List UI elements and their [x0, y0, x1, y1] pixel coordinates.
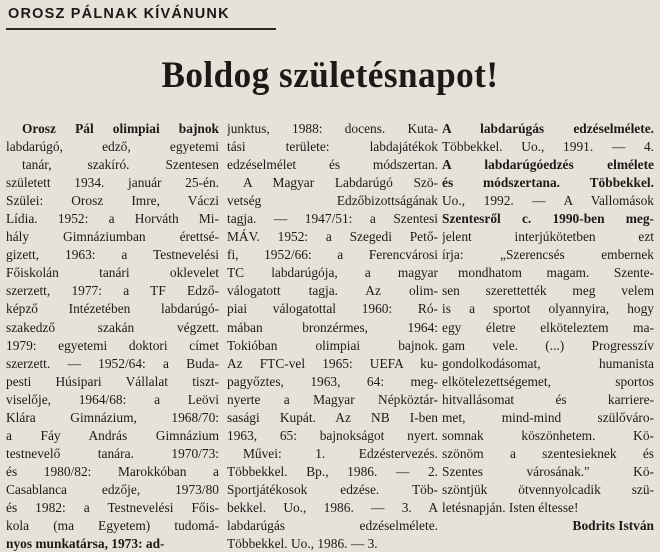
text-line: képző Intézetében labdarúgó- — [6, 301, 219, 317]
text-line: Klára Gimnázium, 1968/70: — [6, 409, 219, 425]
text-line: írja: „Szerencsés embernek — [442, 247, 654, 263]
text-line: Főiskolán tanári oklevelet — [6, 265, 219, 281]
text-line: Szentesről c. 1990-ben meg- — [442, 211, 654, 227]
text-line: Többekkel. Uo., 1986. — 3. — [227, 536, 378, 552]
text-line: hitvallásomat és karriere- — [442, 391, 654, 407]
text-line: és 1980/82: Marokkóban a — [6, 463, 219, 479]
text-line: Többekkel. Bp., 1986. — 2. — [227, 463, 438, 479]
text-line: gondolkodásomat, humanista — [442, 355, 654, 371]
kicker-rule — [6, 28, 276, 30]
text-line: egy életre elköteleztem ma- — [442, 319, 654, 335]
text-line: viselője, 1964/68: a Leövi — [6, 391, 219, 407]
text-line: tanár, szakíró. Szentesen — [22, 157, 219, 173]
text-line: szerzett. — 1952/64: a Buda- — [6, 355, 219, 371]
text-line: TC labdarúgója, a magyar — [227, 265, 438, 281]
text-column-2 — [227, 120, 438, 552]
text-line: hály Gimnáziumban érettsé- — [6, 229, 219, 245]
text-line: elkötelezettségemet, sportos — [442, 373, 654, 389]
text-line: A labdarúgóedzés elmélete — [442, 157, 654, 173]
text-line: piai válogatottal 1960: Ró- — [227, 301, 438, 317]
text-line: junktus, 1988: docens. Kuta- — [227, 121, 438, 136]
text-line: Sportjátékosok edzése. Töb- — [227, 481, 438, 497]
text-line: szakedző szakán végzett. — [6, 319, 219, 335]
text-line: tagja. — 1947/51: a Szentesi — [227, 211, 438, 227]
text-line: Szülei: Orosz Imre, Váczi — [6, 193, 219, 209]
text-line: Casablanca edzője, 1973/80 — [6, 481, 219, 497]
text-line: edzéselmélet és módszertan. — [227, 157, 438, 173]
text-line: Művei: 1. Edzéstervezés. — [243, 445, 438, 461]
text-line: 1963, 65: bajnokságot nyert. — [227, 427, 438, 443]
text-line: Többekkel. Uo., 1991. — 4. — [442, 139, 654, 155]
text-line: Bodrits István — [572, 518, 654, 534]
text-line: született 1934. január 25-én. — [6, 175, 219, 191]
text-line: válogatott tagja. Az olim- — [227, 283, 438, 299]
text-line: labdarúgás edzéselmélete. — [227, 518, 438, 534]
text-line: szönöm a szentesieknek és — [442, 445, 654, 461]
text-line: Lídia. 1952: a Horváth Mi- — [6, 211, 219, 227]
text-column-3 — [442, 120, 654, 552]
headline: Boldog születésnapot! — [161, 55, 499, 96]
text-line: pesti Húsipari Vállalat tiszt- — [6, 373, 219, 389]
text-line: somnak köszönhetem. Kö- — [442, 427, 654, 443]
text-line: MÁV. 1952: a Szegedi Pető- — [227, 229, 438, 245]
text-line: gizett, 1963: a Testnevelési — [6, 247, 219, 263]
text-line: testnevelő tanára. 1970/73: — [6, 445, 219, 461]
text-line: labdarúgó, edző, egyetemi — [6, 139, 219, 155]
text-line: is a sportot olyannyira, hogy — [442, 301, 654, 317]
text-line: sen szerettették meg velem — [442, 283, 654, 299]
text-line: szerzett, 1977: a TF Edző- — [6, 283, 219, 299]
text-line: Szentes városának." Kö- — [442, 463, 654, 479]
text-line: Az FTC-vel 1965: UEFA ku- — [227, 355, 438, 371]
text-line: 1979: egyetemi doktori címet — [6, 337, 219, 353]
text-line: és módszertana. Többekkel. — [442, 175, 654, 191]
text-line: szöntjük ötvennyolcadik szü- — [442, 481, 654, 497]
text-line: bekkel. Uo., 1986. — 3. A — [227, 499, 438, 515]
text-line: Uo., 1992. — A Vallomások — [442, 193, 654, 209]
text-line: mondhatom magam. Szente- — [458, 265, 654, 281]
text-line: tási területe: labdajátékok — [227, 139, 438, 155]
text-line: vetség Edzőbizottságának — [227, 193, 438, 209]
text-line: A labdarúgás edzéselmélete. — [442, 121, 654, 136]
text-line: Tokióban olimpiai bajnok. — [227, 337, 438, 353]
text-line: jelent interjúkötetben ezt — [442, 229, 654, 245]
text-column-1 — [6, 120, 219, 552]
text-line: A Magyar Labdarúgó Szö- — [243, 175, 438, 191]
text-line: fi, 1952/66: a Ferencvárosi — [227, 247, 438, 263]
text-line: nyerte a Magyar Népköztár- — [227, 391, 438, 407]
text-line: met, mind-mind szülőváro- — [442, 409, 654, 425]
text-line: pagyőztes, 1963, 64: meg- — [227, 373, 438, 389]
text-line: letésnapján. Isten éltesse! — [442, 499, 579, 515]
text-line: sasági Kupát. Az NB I-ben — [227, 409, 438, 425]
text-line: és 1982: a Testnevelési Főis- — [6, 499, 219, 515]
text-line: a Fáy András Gimnázium — [6, 427, 219, 443]
kicker-heading: OROSZ PÁLNAK KÍVÁNUNK — [8, 6, 230, 22]
text-line: gam vele. (...) Progresszív — [442, 337, 654, 353]
text-line: mában bronzérmes, 1964: — [227, 319, 438, 335]
text-line: nyos munkatársa, 1973: ad- — [6, 536, 165, 552]
text-line: Orosz Pál olimpiai bajnok — [22, 121, 219, 136]
text-line: kola (ma Egyetem) tudomá- — [6, 518, 219, 534]
